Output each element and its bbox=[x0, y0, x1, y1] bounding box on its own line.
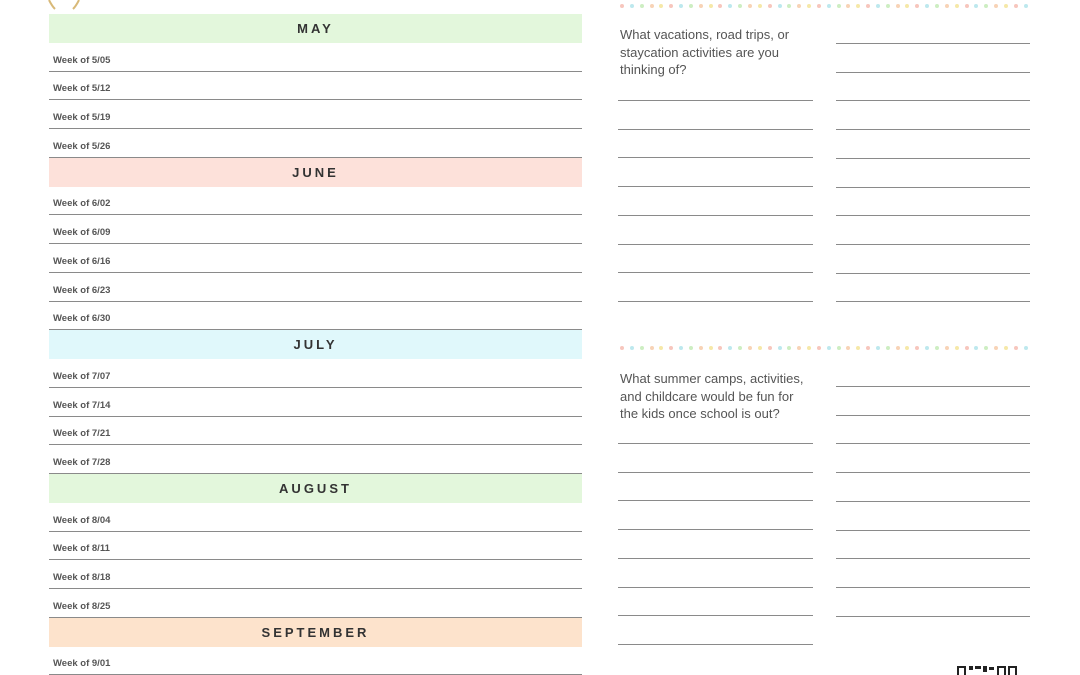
week-row[interactable] bbox=[49, 388, 582, 417]
divider-dot bbox=[984, 4, 988, 8]
gold-ornament-icon bbox=[46, 0, 82, 10]
divider-dot bbox=[994, 4, 998, 8]
divider-dot bbox=[768, 4, 772, 8]
divider-dot bbox=[866, 4, 870, 8]
divider-dot bbox=[1004, 4, 1008, 8]
divider-dot bbox=[718, 4, 722, 8]
divider-dot bbox=[837, 4, 841, 8]
divider-dot bbox=[728, 4, 732, 8]
week-row[interactable] bbox=[49, 187, 582, 216]
week-label: Week of 7/14 bbox=[53, 399, 111, 411]
divider-dot bbox=[650, 346, 654, 350]
divider-dot bbox=[758, 346, 762, 350]
camps-question: What summer camps, activities, and childcare would be fun for the kids once school is out? bbox=[620, 371, 804, 421]
divider-dot bbox=[1024, 4, 1028, 8]
writing-line[interactable] bbox=[836, 386, 1030, 387]
divider-dot bbox=[709, 4, 713, 8]
divider-dot bbox=[915, 346, 919, 350]
divider-dot bbox=[669, 346, 673, 350]
divider-dot bbox=[905, 4, 909, 8]
week-row[interactable] bbox=[49, 647, 582, 675]
divider-dot bbox=[778, 4, 782, 8]
writing-line[interactable] bbox=[836, 558, 1030, 559]
writing-line[interactable] bbox=[836, 415, 1030, 416]
divider-dot bbox=[817, 346, 821, 350]
week-label: Week of 7/21 bbox=[53, 428, 111, 440]
week-row[interactable] bbox=[49, 273, 582, 302]
writing-line[interactable] bbox=[836, 501, 1030, 502]
camps-panel bbox=[618, 346, 1030, 646]
divider-dot bbox=[728, 346, 732, 350]
divider-dot bbox=[846, 346, 850, 350]
divider-dot bbox=[974, 4, 978, 8]
divider-dot bbox=[669, 4, 673, 8]
week-label: Week of 5/26 bbox=[53, 140, 111, 152]
divider-dot bbox=[827, 4, 831, 8]
week-row[interactable] bbox=[49, 100, 582, 129]
writing-line[interactable] bbox=[618, 244, 813, 245]
divider-dot bbox=[866, 346, 870, 350]
writing-line[interactable] bbox=[836, 587, 1030, 588]
writing-line[interactable] bbox=[836, 273, 1030, 274]
week-row[interactable] bbox=[49, 445, 582, 474]
writing-line[interactable] bbox=[618, 558, 813, 559]
divider-dot bbox=[659, 4, 663, 8]
divider-dot bbox=[787, 346, 791, 350]
writing-line[interactable] bbox=[618, 301, 813, 302]
week-row[interactable] bbox=[49, 359, 582, 388]
divider-dot bbox=[718, 346, 722, 350]
divider-dot bbox=[738, 346, 742, 350]
divider-dot bbox=[994, 346, 998, 350]
divider-dot bbox=[846, 4, 850, 8]
divider-dot bbox=[915, 4, 919, 8]
divider-dot bbox=[925, 346, 929, 350]
week-label: Week of 8/04 bbox=[53, 514, 111, 526]
writing-line[interactable] bbox=[836, 530, 1030, 531]
week-row[interactable] bbox=[49, 215, 582, 244]
divider-dot bbox=[955, 346, 959, 350]
writing-line[interactable] bbox=[836, 158, 1030, 159]
week-label: Week of 5/19 bbox=[53, 112, 111, 124]
divider-dot bbox=[630, 346, 634, 350]
dotted-divider bbox=[618, 4, 1030, 10]
week-row[interactable] bbox=[49, 589, 582, 618]
month-header-may: MAY bbox=[49, 14, 582, 43]
divider-dot bbox=[886, 4, 890, 8]
week-row[interactable] bbox=[49, 129, 582, 158]
week-label: Week of 6/16 bbox=[53, 255, 111, 267]
week-label: Week of 8/25 bbox=[53, 600, 111, 612]
week-row[interactable] bbox=[49, 560, 582, 589]
writing-line[interactable] bbox=[618, 443, 813, 444]
writing-line[interactable] bbox=[836, 187, 1030, 188]
writing-line[interactable] bbox=[836, 72, 1030, 73]
writing-line[interactable] bbox=[618, 186, 813, 187]
week-label: Week of 5/05 bbox=[53, 54, 111, 66]
month-header-august: AUGUST bbox=[49, 474, 582, 503]
week-label: Week of 9/01 bbox=[53, 658, 111, 670]
divider-dot bbox=[699, 4, 703, 8]
writing-line[interactable] bbox=[836, 215, 1030, 216]
divider-dot bbox=[689, 4, 693, 8]
week-label: Week of 5/12 bbox=[53, 83, 111, 95]
week-label: Week of 6/09 bbox=[53, 227, 111, 239]
divider-dot bbox=[905, 346, 909, 350]
writing-line[interactable] bbox=[836, 43, 1030, 44]
writing-line[interactable] bbox=[618, 472, 813, 473]
writing-line[interactable] bbox=[836, 129, 1030, 130]
divider-dot bbox=[807, 4, 811, 8]
week-label: Week of 7/07 bbox=[53, 370, 111, 382]
divider-dot bbox=[945, 346, 949, 350]
writing-line[interactable] bbox=[618, 644, 813, 645]
week-row[interactable] bbox=[49, 72, 582, 101]
divider-dot bbox=[965, 4, 969, 8]
divider-dot bbox=[807, 346, 811, 350]
month-header-september: SEPTEMBER bbox=[49, 618, 582, 647]
divider-dot bbox=[935, 346, 939, 350]
divider-dot bbox=[748, 346, 752, 350]
vacations-question: What vacations, road trips, or staycation activities are you thinking of? bbox=[620, 27, 790, 77]
divider-dot bbox=[748, 4, 752, 8]
divider-dot bbox=[738, 4, 742, 8]
writing-line[interactable] bbox=[618, 500, 813, 501]
divider-dot bbox=[876, 346, 880, 350]
writing-line[interactable] bbox=[618, 529, 813, 530]
divider-dot bbox=[758, 4, 762, 8]
divider-dot bbox=[974, 346, 978, 350]
month-header-june: JUNE bbox=[49, 158, 582, 187]
writing-line[interactable] bbox=[618, 157, 813, 158]
writing-line[interactable] bbox=[836, 616, 1030, 617]
divider-dot bbox=[1004, 346, 1008, 350]
week-row[interactable] bbox=[49, 244, 582, 273]
week-row[interactable] bbox=[49, 302, 582, 331]
divider-dot bbox=[640, 346, 644, 350]
divider-dot bbox=[876, 4, 880, 8]
divider-dot bbox=[689, 346, 693, 350]
week-row[interactable] bbox=[49, 417, 582, 446]
divider-dot bbox=[886, 346, 890, 350]
divider-dot bbox=[620, 346, 624, 350]
writing-line[interactable] bbox=[836, 100, 1030, 101]
divider-dot bbox=[797, 346, 801, 350]
week-row[interactable] bbox=[49, 43, 582, 72]
writing-line[interactable] bbox=[618, 100, 813, 101]
divider-dot bbox=[935, 4, 939, 8]
writing-line[interactable] bbox=[836, 244, 1030, 245]
divider-dot bbox=[709, 346, 713, 350]
week-label: Week of 7/28 bbox=[53, 456, 111, 468]
divider-dot bbox=[965, 346, 969, 350]
divider-dot bbox=[896, 4, 900, 8]
divider-dot bbox=[856, 4, 860, 8]
writing-line[interactable] bbox=[618, 615, 813, 616]
divider-dot bbox=[837, 346, 841, 350]
divider-dot bbox=[768, 346, 772, 350]
divider-dot bbox=[630, 4, 634, 8]
divider-dot bbox=[797, 4, 801, 8]
divider-dot bbox=[955, 4, 959, 8]
divider-dot bbox=[650, 4, 654, 8]
writing-line[interactable] bbox=[618, 587, 813, 588]
divider-dot bbox=[984, 346, 988, 350]
divider-dot bbox=[1024, 346, 1028, 350]
divider-dot bbox=[620, 4, 624, 8]
week-row[interactable] bbox=[49, 503, 582, 532]
divider-dot bbox=[778, 346, 782, 350]
dotted-divider bbox=[618, 346, 1030, 352]
week-label: Week of 6/30 bbox=[53, 313, 111, 325]
writing-line[interactable] bbox=[618, 272, 813, 273]
writing-line[interactable] bbox=[618, 215, 813, 216]
divider-dot bbox=[925, 4, 929, 8]
writing-line[interactable] bbox=[836, 301, 1030, 302]
divider-dot bbox=[679, 4, 683, 8]
divider-dot bbox=[1014, 4, 1018, 8]
divider-dot bbox=[817, 4, 821, 8]
divider-dot bbox=[856, 346, 860, 350]
writing-line[interactable] bbox=[618, 129, 813, 130]
month-header-july: JULY bbox=[49, 330, 582, 359]
week-label: Week of 6/02 bbox=[53, 198, 111, 210]
divider-dot bbox=[659, 346, 663, 350]
week-label: Week of 8/18 bbox=[53, 572, 111, 583]
week-label: Week of 8/11 bbox=[53, 543, 110, 555]
divider-dot bbox=[699, 346, 703, 350]
vacations-panel bbox=[618, 4, 1030, 304]
writing-line[interactable] bbox=[836, 443, 1030, 444]
writing-line[interactable] bbox=[836, 472, 1030, 473]
week-label: Week of 6/23 bbox=[53, 284, 111, 296]
week-row[interactable] bbox=[49, 532, 582, 561]
divider-dot bbox=[787, 4, 791, 8]
divider-dot bbox=[679, 346, 683, 350]
divider-dot bbox=[640, 4, 644, 8]
divider-dot bbox=[1014, 346, 1018, 350]
summer-calendar bbox=[49, 14, 582, 675]
divider-dot bbox=[945, 4, 949, 8]
divider-dot bbox=[896, 346, 900, 350]
qr-code-icon bbox=[957, 665, 1023, 675]
divider-dot bbox=[827, 346, 831, 350]
